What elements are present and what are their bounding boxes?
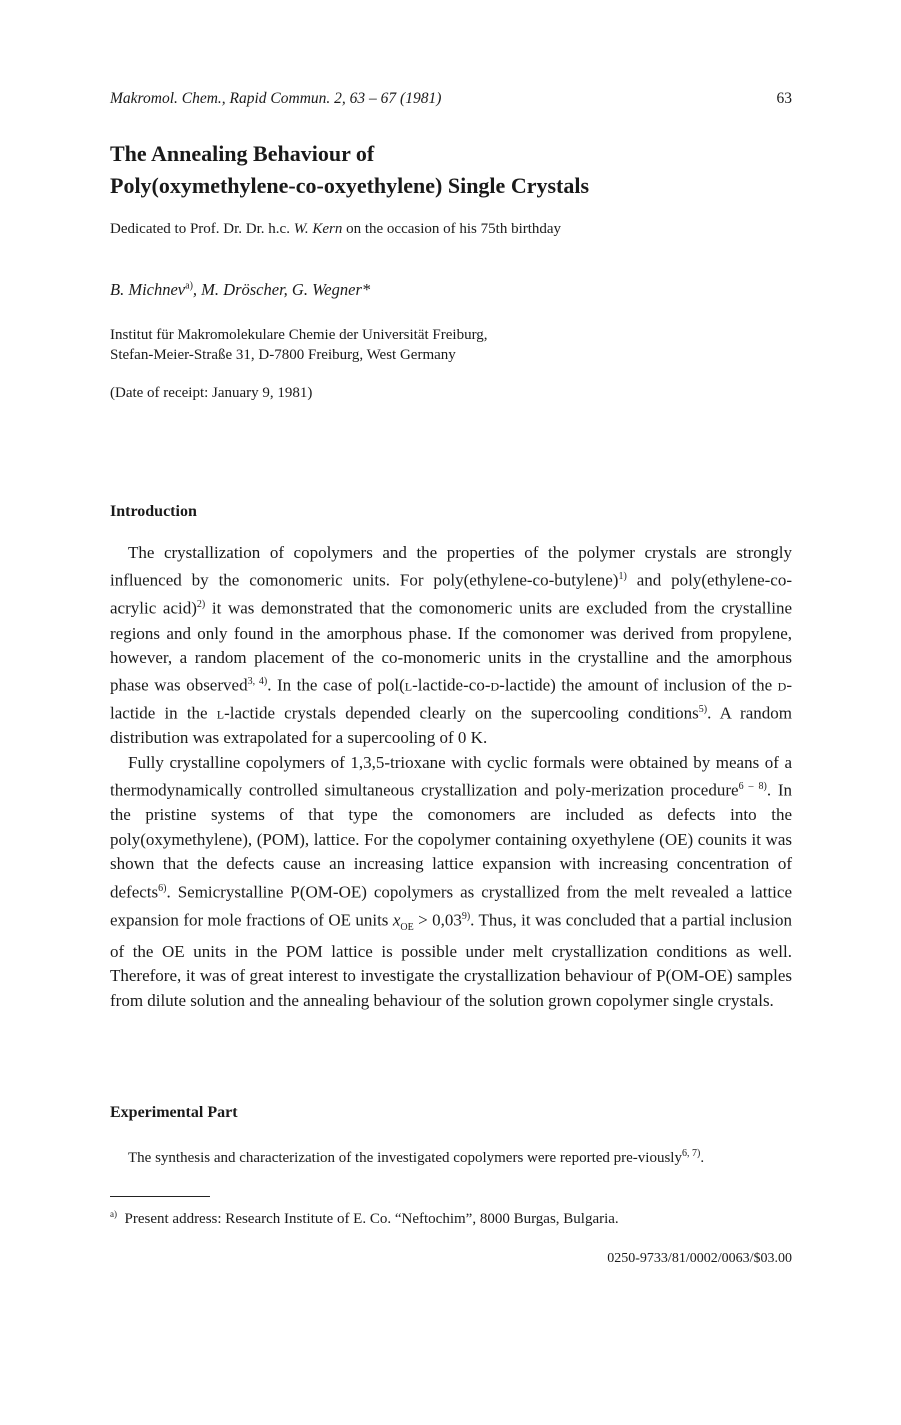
author-list xyxy=(110,280,370,300)
reference-mark: 5) xyxy=(698,704,708,716)
introduction-paragraph-1: The crystallization of copolymers and the properties of the polymer crystals are strongly influenced by the comonomeric units. For poly(ethylene-co-butylene)$^{1)}$ and poly(ethylene-co-acrylic acid)$^{2)}$ it was demonstrated that the comonomeric units are excluded from the crystalline regions and only found in the amorphous phase. If the comonomer was derived from propylene, however, a random placement of the co-monomeric units in the crystalline and the amorphous phase was observed$^{3, 4)}$. In the case of pol(l-lactide-co-d-lactide) the amount of inclusion of the d-lactide in the l-lactide crystals depended clearly on the supercooling conditions$^{5)}$. A random distribution was extrapolated for a supercooling of 0 K. xyxy=(110,543,792,748)
experimental-paragraph: The synthesis and characterization of the investigated copolymers were reported pre-viously$^{6, 7)}$. xyxy=(128,1148,705,1166)
running-header xyxy=(110,90,792,108)
dedication xyxy=(110,221,561,238)
dedication-text-after: on the occasion of his 75th birthday xyxy=(346,221,562,237)
reference-mark: 6, 7) xyxy=(681,1148,701,1159)
reference-mark: 6) xyxy=(158,882,167,894)
reference-mark: 9) xyxy=(461,910,471,922)
author-footnote-mark: a) xyxy=(185,280,193,292)
title-line-2: Poly(oxymethylene-co-oxyethylene) Single Crystals xyxy=(110,173,590,198)
dedication-name: W. Kern xyxy=(293,221,343,237)
reference-mark: 1) xyxy=(618,571,627,583)
affiliation-line-1: Institut für Makromolekulare Chemie der Universität Freiburg, xyxy=(110,327,488,343)
introduction-heading: Introduction xyxy=(110,503,197,520)
introduction-paragraph-2: Fully crystalline copolymers of 1,3,5-trioxane with cyclic formals were obtained by means of a thermodynamically controlled simultaneous crystallization and poly-merization procedure$^{6 - 8)}$. In the pristine systems of that type the comonomers are included as defects into the poly(oxymethylene), (POM), lattice. For the copolymer containing oxyethylene (OE) counits it was shown that the defects cause an increasing lattice expansion with increasing concentration of defects$^{6)}$. Semicrystalline P(OM-OE) copolymers as crystallized from the melt revealed a lattice expansion for mole fractions of OE units $x_{OE} > 0,03^{9)}$. Thus, it was concluded that a partial inclusion of the OE units in the POM lattice is possible under melt crystallization conditions as well. Therefore, it was of great interest to investigate the crystallization behaviour of P(OM-OE) samples from dilute solution and the annealing behaviour of the solution grown copolymer single crystals. xyxy=(110,752,792,1010)
authors-rest: , M. Dröscher, G. Wegner* xyxy=(192,280,371,299)
footnote-text: Present address: Research Institute of E. Co. “Neftochim”, 8000 Burgas, Bulgaria. xyxy=(124,1211,619,1227)
reference-mark: 6 – 8) xyxy=(738,781,767,793)
journal-citation: Makromol. Chem., Rapid Commun. 2, 63 – 67 (1981) xyxy=(110,90,442,107)
page-number: 63 xyxy=(776,90,792,107)
reference-mark: 2) xyxy=(196,599,206,611)
footnote-mark: a) xyxy=(110,1209,117,1219)
dedication-text-before: Dedicated to Prof. Dr. Dr. h.c. xyxy=(110,221,290,237)
experimental-heading: Experimental Part xyxy=(110,1104,238,1121)
paper-title xyxy=(110,138,792,202)
affiliation xyxy=(110,325,488,365)
footnote-divider xyxy=(110,1196,210,1197)
affiliation-line-2: Stefan-Meier-Straße 31, D-7800 Freiburg, West Germany xyxy=(110,347,456,363)
mole-fraction-symbol: x xyxy=(392,910,401,930)
author-michnev: B. Michnev xyxy=(110,280,186,299)
introduction-body xyxy=(110,541,792,1013)
title-line-1: The Annealing Behaviour of xyxy=(110,141,375,166)
footnote xyxy=(110,1209,619,1228)
article-code: 0250-9733/81/0002/0063/$03.00 xyxy=(607,1251,792,1266)
reference-mark: 3, 4) xyxy=(247,676,268,688)
date-of-receipt: (Date of receipt: January 9, 1981) xyxy=(110,385,313,401)
